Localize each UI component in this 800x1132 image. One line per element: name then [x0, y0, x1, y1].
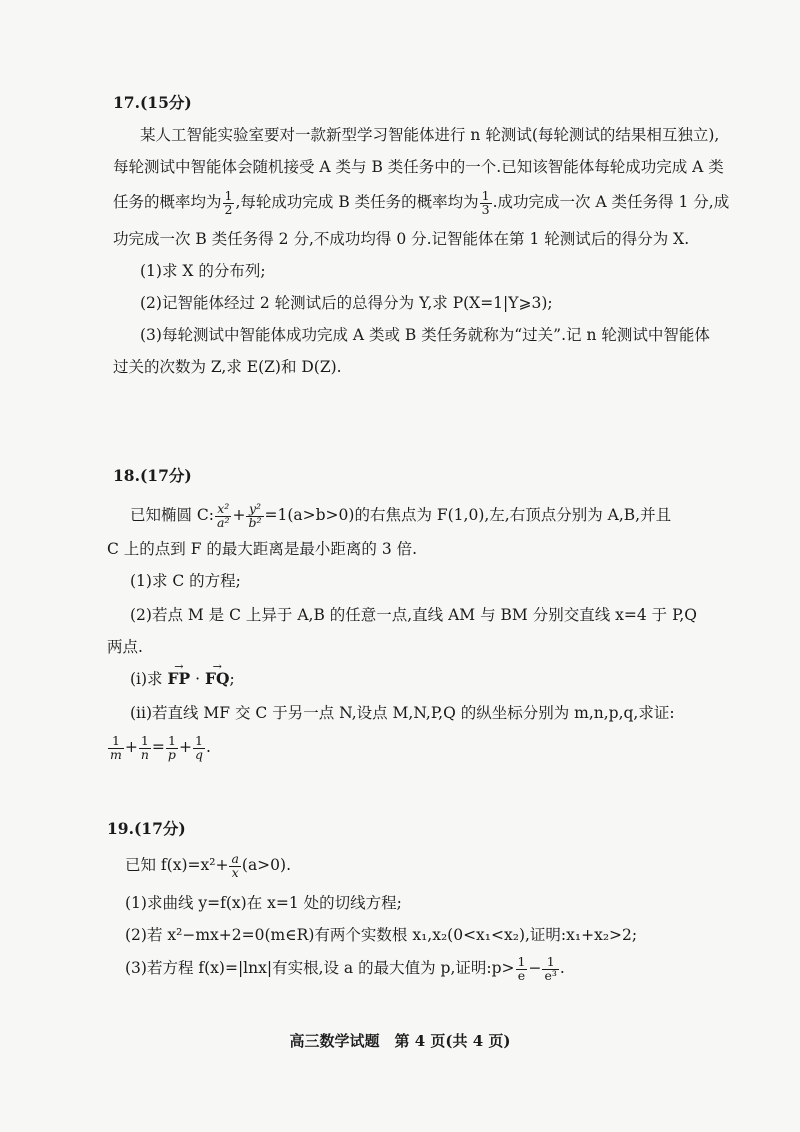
- q17-line-2: 每轮测试中智能体会随机接受 A 类与 B 类任务中的一个.已知该智能体每轮成功完成 A 类: [113, 158, 724, 176]
- q18-heading: 18.(17分): [113, 466, 192, 485]
- fraction-x2-a2: $\frac{\text{x²}}{\text{a²}}$: [217, 501, 230, 530]
- fraction-one-third: $\frac{1}{3}$: [481, 188, 490, 217]
- plus-sign: +: [124, 738, 138, 756]
- q17-part-2: (2)记智能体经过 2 轮测试后的总得分为 Y,求 P(X=1|Y⩾3);: [140, 294, 553, 312]
- q18-line-1-a: 已知椭圆 C:: [130, 506, 215, 524]
- q17-part-1: (1)求 X 的分布列;: [140, 262, 266, 280]
- fraction-1-n: $\frac{1}{n}$: [140, 733, 149, 762]
- q17-part-3-a: (3)每轮测试中智能体成功完成 A 类或 B 类任务就称为“过关”.记 n 轮测试中智能体: [140, 326, 710, 344]
- q19-line-1-a: 已知 f(x)=x²+: [125, 856, 229, 874]
- minus-sign: −: [528, 959, 542, 977]
- vector-fp: → FP: [168, 668, 191, 690]
- fraction-1-e3: $\frac{1}{\text{e³}}$: [544, 954, 557, 983]
- q18-part-i-label: (i)求: [130, 670, 163, 688]
- q17-line-3-a: 任务的概率均为: [113, 193, 222, 211]
- q17-heading: 17.(15分): [113, 93, 192, 112]
- q17-part-3-b: 过关的次数为 Z,求 E(Z)和 D(Z).: [113, 358, 342, 376]
- fraction-y2-b2: $\frac{\text{y²}}{\text{b²}}$: [248, 501, 262, 530]
- q18-part-i: [130, 668, 235, 690]
- equals-sign: =: [151, 738, 165, 756]
- q19-part-2: (2)若 x²−mx+2=0(m∈R)有两个实数根 x₁,x₂(0<x₁<x₂),证明:x₁+x₂>2;: [125, 926, 638, 944]
- q18-proof-equation: [107, 735, 211, 761]
- plus-sign: +: [178, 738, 192, 756]
- q18-part-2-a: (2)若点 M 是 C 上异于 A,B 的任意一点,直线 AM 与 BM 分别交直线 x=4 于 P,Q: [130, 606, 698, 624]
- q18-line-1-b: =1(a>b>0)的右焦点为 F(1,0),左,右顶点分别为 A,B,并且: [264, 506, 672, 524]
- fraction-a-x: $\frac{a}{x}$: [231, 851, 239, 880]
- q18-part-ii: (ii)若直线 MF 交 C 于另一点 N,设点 M,N,P,Q 的纵坐标分别为 m,n,p,q,求证:: [130, 704, 675, 722]
- q19-line-1: [125, 853, 291, 879]
- q19-line-1-b: (a>0).: [241, 856, 292, 874]
- q19-heading: 19.(17分): [107, 819, 186, 838]
- fraction-1-p: $\frac{1}{p}$: [167, 733, 176, 762]
- q18-proof-end: .: [205, 738, 211, 756]
- q19-part-3-end: .: [559, 959, 565, 977]
- vector-fq: → FQ: [205, 668, 230, 690]
- q18-part-i-end: ;: [229, 670, 235, 688]
- q18-part-2-b: 两点.: [107, 638, 143, 656]
- q17-line-3-b: ,每轮成功完成 B 类任务的概率均为: [235, 193, 479, 211]
- fraction-1-q: $\frac{1}{q}$: [194, 733, 203, 762]
- q18-part-1: (1)求 C 的方程;: [130, 572, 241, 590]
- fraction-1-m: $\frac{1}{m}$: [110, 733, 122, 762]
- q19-part-3: [125, 956, 565, 982]
- q17-line-3: [113, 190, 729, 216]
- q17-line-4: 功完成一次 B 类任务得 2 分,不成功均得 0 分.记智能体在第 1 轮测试后的得分为 X.: [113, 230, 690, 248]
- q19-part-3-a: (3)若方程 f(x)=|lnx|有实根,设 a 的最大值为 p,证明:p>: [125, 959, 515, 977]
- q17-line-3-c: .成功完成一次 A 类任务得 1 分,成: [492, 193, 730, 211]
- page-footer: 高三数学试题 第 4 页(共 4 页): [289, 1032, 511, 1050]
- q19-part-1: (1)求曲线 y=f(x)在 x=1 处的切线方程;: [125, 894, 402, 912]
- fraction-1-e: $\frac{1}{e}$: [517, 954, 526, 983]
- fraction-one-half: $\frac{1}{2}$: [224, 188, 233, 217]
- plus-sign: +: [232, 506, 246, 524]
- q18-line-1: [130, 503, 671, 529]
- dot-product-sign: ·: [195, 670, 201, 688]
- q18-line-2: C 上的点到 F 的最大距离是最小距离的 3 倍.: [107, 540, 418, 558]
- q17-line-1: 某人工智能实验室要对一款新型学习智能体进行 n 轮测试(每轮测试的结果相互独立),: [140, 126, 720, 144]
